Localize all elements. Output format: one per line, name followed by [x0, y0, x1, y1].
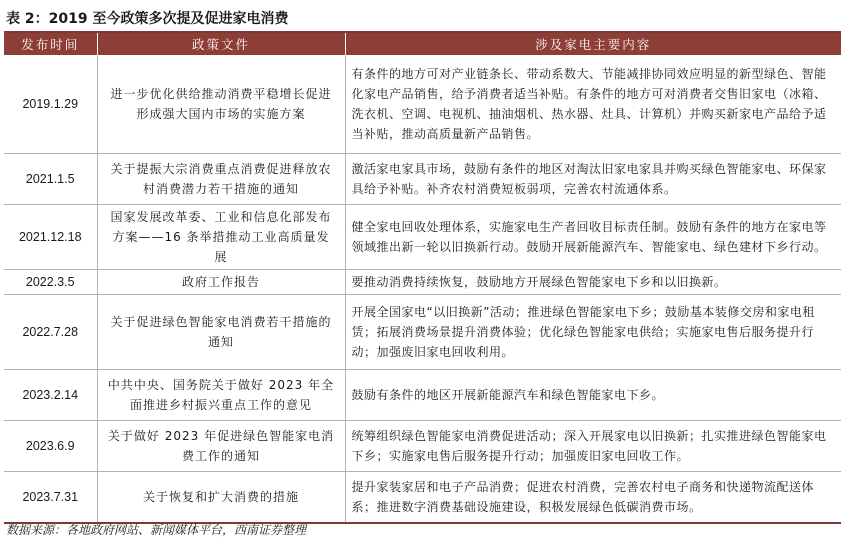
row-content: 统筹组织绿色智能家电消费促进活动；深入开展家电以旧换新；扎实推进绿色智能家电下乡；实施家电售后服务提升行动；加强废旧家电回收工作。 [345, 420, 841, 471]
row-date: 2023.7.31 [4, 471, 97, 523]
row-policy: 进一步优化供给推动消费平稳增长促进形成强大国内市场的实施方案 [97, 55, 345, 153]
row-content: 激活家电家具市场，鼓励有条件的地区对淘汰旧家电家具并购买绿色智能家电、环保家具给予补贴。补齐农村消费短板弱项，完善农村流通体系。 [345, 153, 841, 204]
row-policy: 国家发展改革委、工业和信息化部发布方案——16 条举措推动工业高质量发展 [97, 204, 345, 269]
row-date: 2019.1.29 [4, 55, 97, 153]
header-date: 发布时间 [4, 33, 97, 55]
table-row [4, 471, 841, 523]
row-content: 鼓励有条件的地区开展新能源汽车和绿色智能家电下乡。 [345, 369, 841, 420]
row-content: 要推动消费持续恢复，鼓励地方开展绿色智能家电下乡和以旧换新。 [345, 269, 841, 294]
header-row [4, 33, 841, 55]
row-policy: 关于做好 2023 年促进绿色智能家电消费工作的通知 [97, 420, 345, 471]
row-content: 健全家电回收处理体系，实施家电生产者回收目标责任制。鼓励有条件的地方在家电等领域推出新一轮以旧换新行动。鼓励开展新能源汽车、智能家电、绿色建材下乡行动。 [345, 204, 841, 269]
table-row [4, 269, 841, 294]
source-note: 数据来源：各地政府网站、新闻媒体平台，西南证券整理 [6, 523, 307, 537]
table-row [4, 204, 841, 269]
row-content: 提升家装家居和电子产品消费；促进农村消费，完善农村电子商务和快递物流配送体系；推进数字消费基础设施建设，积极发展绿色低碳消费市场。 [345, 471, 841, 523]
table-row [4, 420, 841, 471]
row-policy: 关于恢复和扩大消费的措施 [97, 471, 345, 523]
header-content: 涉及家电主要内容 [345, 33, 841, 55]
row-date: 2021.1.5 [4, 153, 97, 204]
row-policy: 中共中央、国务院关于做好 2023 年全面推进乡村振兴重点工作的意见 [97, 369, 345, 420]
policy-table [4, 33, 841, 524]
row-date: 2023.2.14 [4, 369, 97, 420]
row-policy: 政府工作报告 [97, 269, 345, 294]
table-row [4, 369, 841, 420]
row-date: 2023.6.9 [4, 420, 97, 471]
row-content: 有条件的地方可对产业链条长、带动系数大、节能减排协同效应明显的新型绿色、智能化家电产品销售，给予消费者适当补贴。有条件的地方可对消费者交售旧家电（冰箱、洗衣机、空调、电视机、抽油烟机、热水器、灶具、计算机）并购买新家电产品给予适当补贴，推动高质量新产品销售。 [345, 55, 841, 153]
row-date: 2021.12.18 [4, 204, 97, 269]
row-policy: 关于提振大宗消费重点消费促进释放农村消费潜力若干措施的通知 [97, 153, 345, 204]
table-row [4, 153, 841, 204]
row-date: 2022.3.5 [4, 269, 97, 294]
row-date: 2022.7.28 [4, 294, 97, 369]
row-policy: 关于促进绿色智能家电消费若干措施的通知 [97, 294, 345, 369]
table-row [4, 294, 841, 369]
table-title: 表 2：2019 至今政策多次提及促进家电消费 [6, 11, 289, 27]
table-row [4, 55, 841, 153]
header-policy: 政策文件 [97, 33, 345, 55]
row-content: 开展全国家电“以旧换新”活动；推进绿色智能家电下乡；鼓励基本装修交房和家电租赁；拓展消费场景提升消费体验；优化绿色智能家电供给；实施家电售后服务提升行动；加强废旧家电回收利用。 [345, 294, 841, 369]
